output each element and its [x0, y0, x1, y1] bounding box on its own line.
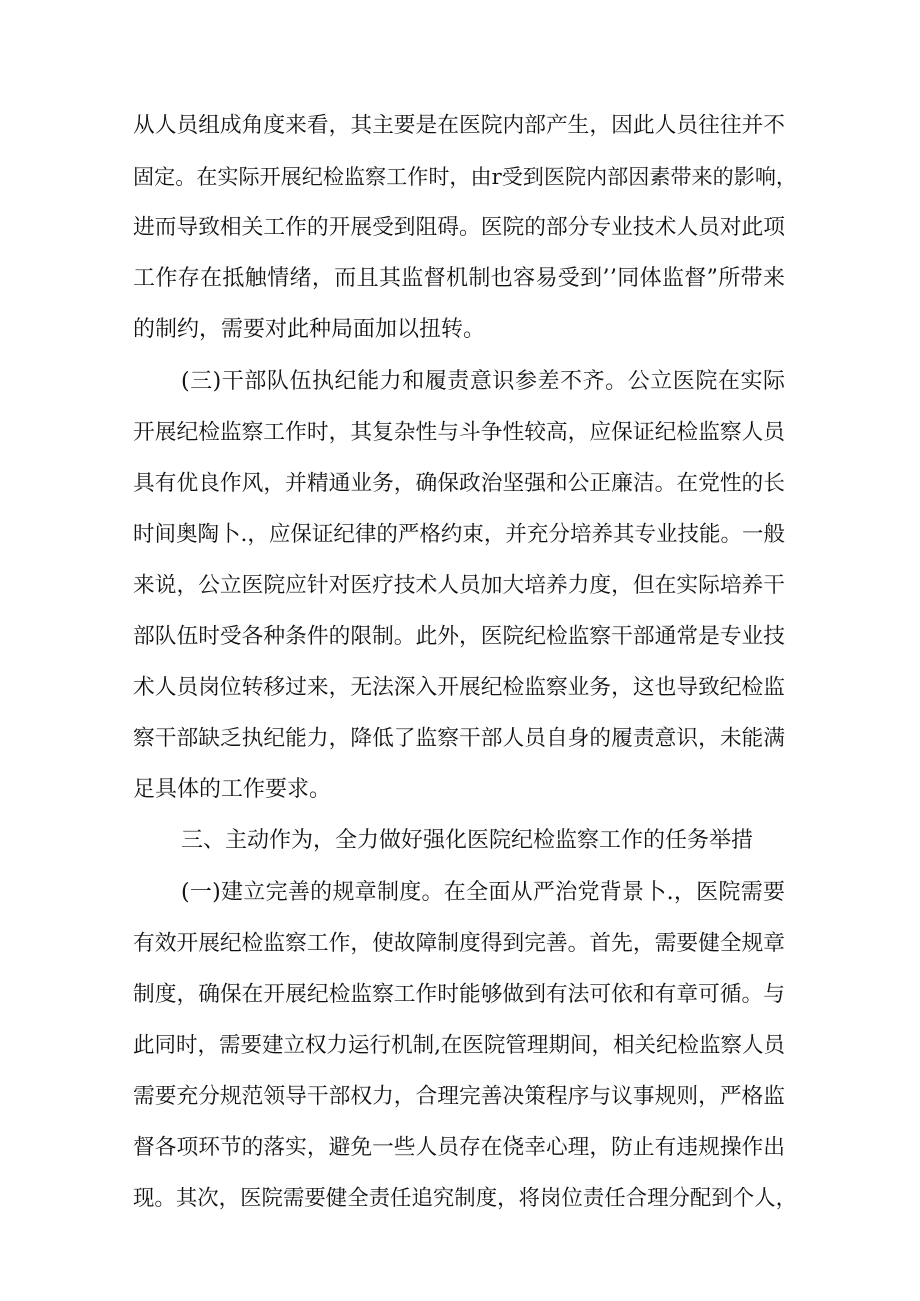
text-line: 现。其次，医院需要健全责任追究制度，将岗位责任合理分配到个人， — [133, 1186, 798, 1211]
text-line: 察干部缺乏执纪能力，降低了监察干部人员自身的履责意识，未能满 — [133, 726, 786, 751]
text-line: 足具体的工作要求。 — [133, 777, 332, 802]
text-line: 固定。在实际开展纪检监察工作时，由r受到医院内部因素带来的影响， — [133, 164, 798, 189]
text-line: 制度，确保在开展纪检监察工作时能够做到有法可依和有章可循。与 — [133, 982, 786, 1007]
text-line: 开展纪检监察工作时，其复杂性与斗争性较高，应保证纪检监察人员 — [133, 420, 786, 445]
text-line: 此同时，需要建立权力运行机制,在医院管理期间，相关纪检监察人员 — [133, 1033, 785, 1058]
text-line: 具有优良作风，并精通业务，确保政治坚强和公正廉洁。在党性的长 — [133, 471, 786, 496]
text-line: 需要充分规范领导干部权力，合理完善决策程序与议事规则，严格监 — [133, 1084, 786, 1109]
text-line: 来说，公立医院应针对医疗技术人员加大培养力度，但在实际培养干 — [133, 573, 786, 598]
text-line: 督各项环节的落实，避免一些人员存在侥幸心理，防止有违规操作出 — [133, 1135, 786, 1160]
text-line: 工作存在抵触情绪，而且其监督机制也容易受到’’同体监督”所带来 — [133, 266, 786, 291]
text-line: 从人员组成角度来看，其主要是在医院内部产生，因此人员往往并不 — [133, 113, 786, 138]
text-line: 部队伍时受各种条件的限制。此外，医院纪检监察干部通常是专业技 — [133, 624, 786, 649]
text-line: (三)干部队伍执纪能力和履责意识参差不齐。公立医院在实际 — [181, 369, 786, 394]
text-line: 进而导致相关工作的开展受到阻碍。医院的部分专业技术人员对此项 — [133, 215, 786, 240]
section-heading: 三、主动作为，全力做好强化医院纪检监察工作的任务举措 — [181, 828, 754, 853]
text-line: 的制约，需要对此种局面加以扭转。 — [133, 317, 486, 342]
text-line: (一)建立完善的规章制度。在全面从严治党背景卜.，医院需要 — [181, 880, 786, 905]
text-line: 时间奥陶卜.，应保证纪律的严格约束，并充分培养其专业技能。一般 — [133, 522, 785, 547]
text-line: 有效开展纪检监察工作，使故障制度得到完善。首先，需要健全规章 — [133, 931, 786, 956]
text-line: 术人员岗位转移过来，无法深入开展纪检监察业务，这也导致纪检监 — [133, 675, 786, 700]
